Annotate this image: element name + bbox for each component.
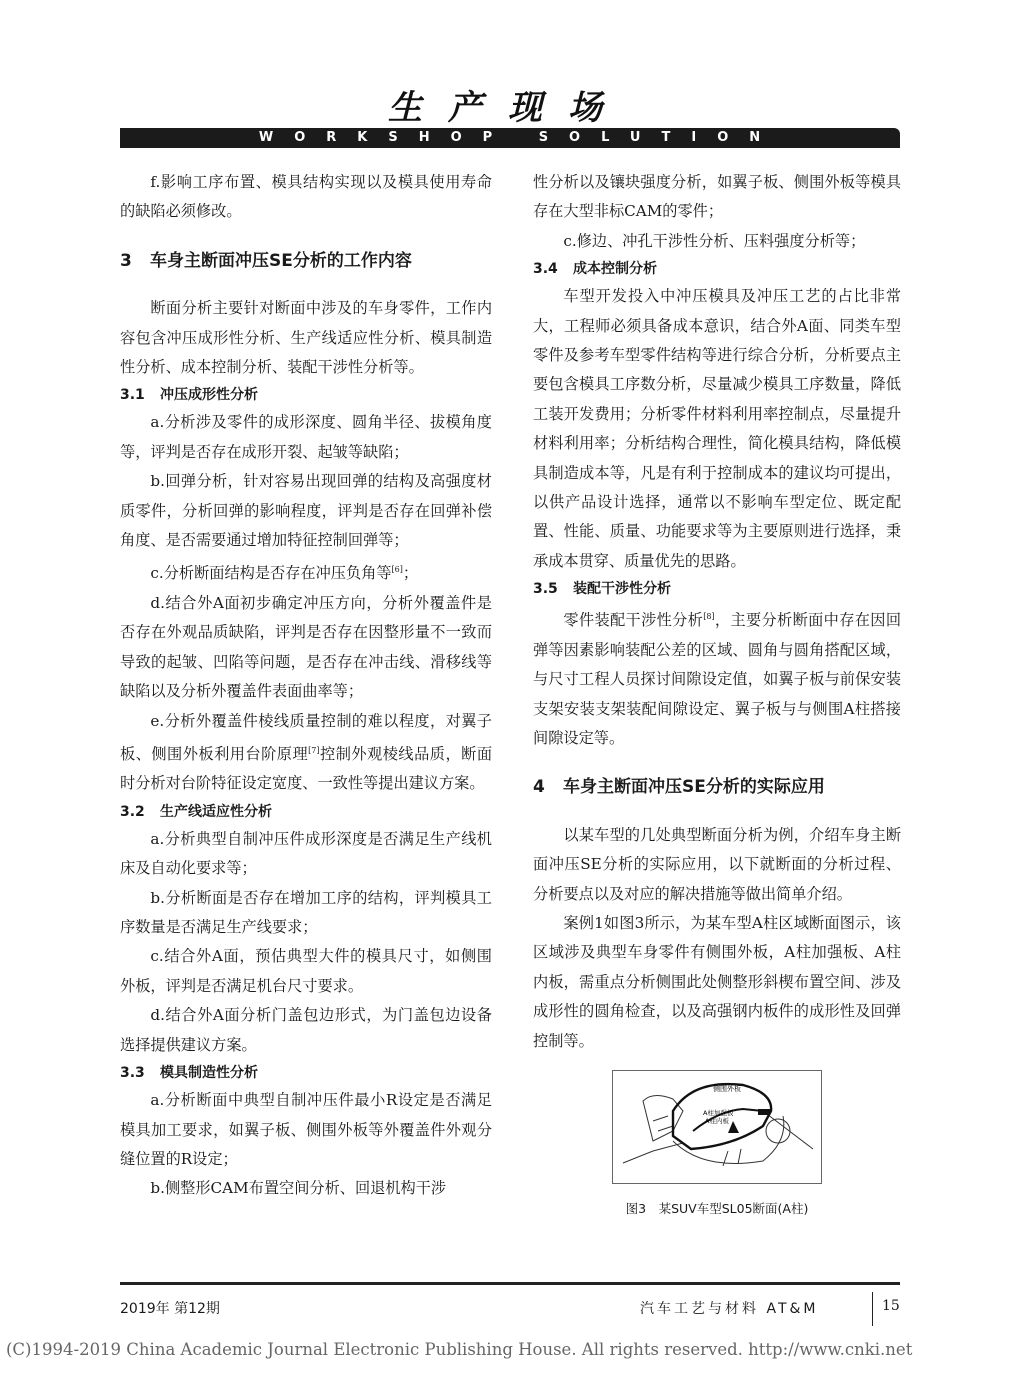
subsection-3-1-heading: [120, 382, 492, 408]
section-3-intro: 断面分析主要针对断面中涉及的车身零件，工作内容包含冲压成形性分析、生产线适应性分析、模具制造性分析、成本控制分析、装配干涉性分析等。: [120, 299, 492, 377]
section-3-number: 3: [120, 250, 132, 271]
item-3-1-c: [120, 555, 492, 588]
left-column: [120, 168, 492, 1204]
subsection-3-5-title: 装配干涉性分析: [573, 581, 671, 598]
item-3-2-b: b.分析断面是否存在增加工序的结构，评判模具工序数量是否满足生产线要求；: [120, 888, 492, 937]
figure-3-caption: 图3 某SUV车型SL05断面(A柱): [625, 1201, 809, 1217]
part-outline-left: [643, 1095, 683, 1141]
item-3-1-c-text: c.分析断面结构是否存在冲压负角等: [150, 564, 392, 583]
section-4-paragraph-1: 以某车型的几处典型断面分析为例，介绍车身主断面冲压SE分析的实际应用，以下就断面的分析过程、分析要点以及对应的解决措施等做出简单介绍。: [533, 825, 901, 903]
paragraph-f: f.影响工序布置、模具结构实现以及模具使用寿命的缺陷必须修改。: [120, 173, 492, 221]
section-4-title: 车身主断面冲压SE分析的实际应用: [563, 777, 825, 798]
subsection-3-2-heading: [120, 799, 492, 825]
footer-issue: 2019年 第12期: [120, 1301, 220, 1317]
right-column: [533, 168, 901, 1223]
subsection-3-3-heading: [120, 1060, 492, 1086]
item-3-2-c: c.结合外A面，预估典型大件的模具尺寸，如侧围外板，评判是否满足机台尺寸要求。: [120, 947, 492, 995]
item-3-1-a: a.分析涉及零件的成形深度、圆角半径、拔模角度等，评判是否存在成形开裂、起皱等缺陷；: [120, 413, 492, 461]
figure-label-a-pillar-reinforcement: A柱加强板: [703, 1109, 734, 1118]
section-line-right: [763, 1111, 813, 1149]
item-3-3-c: c.修边、冲孔干涉性分析、压料强度分析等；: [563, 231, 866, 250]
subsection-3-5-heading: [533, 576, 901, 602]
a-pillar-inner-mark: [728, 1121, 739, 1133]
figure-label-side-outer: 侧围外板: [713, 1085, 741, 1094]
subsection-3-4-heading: [533, 256, 901, 282]
subsection-3-2-title: 生产线适应性分析: [160, 803, 272, 820]
item-3-2-a: a.分析典型自制冲压件成形深度是否满足生产线机床及自动化要求等；: [120, 829, 492, 878]
subsection-3-3-title: 模具制造性分析: [160, 1065, 258, 1082]
footer-separator: [872, 1292, 873, 1326]
reference-7: [7]: [308, 745, 320, 755]
figure-3-cross-section: [612, 1070, 822, 1184]
item-3-1-e: [120, 707, 492, 799]
paragraph-3-5: [533, 602, 901, 753]
subsection-3-4-number: 3.4: [533, 261, 558, 278]
a-pillar-section-drawing: [613, 1071, 821, 1183]
paragraph-3-5-text-cont: ，主要分析断面中存在因回弹等因素影响装配公差的区域、圆角与圆角搭配区域，与尺寸工程人员探讨间隙设定值，如翼子板与前保安装支架安装支架装配间隙设定、翼子板与与侧围A柱搭接间隙设定等。: [533, 611, 902, 747]
item-3-1-d: d.结合外A面初步确定冲压方向，分析外覆盖件是否存在外观品质缺陷，评判是否存在因整形量不一致而导致的起皱、凹陷等问题，是否存在冲击线、滑移线等缺陷以及分析外覆盖件表面曲率等；: [120, 593, 492, 701]
item-3-1-b: b.回弹分析，针对容易出现回弹的结构及高强度材质零件，分析回弹的影响程度，评判是否存在回弹补偿角度、是否需要通过增加特征控制回弹等；: [120, 472, 492, 550]
section-4-number: 4: [533, 777, 545, 798]
paragraph-3-5-text: 零件装配干涉性分析: [563, 611, 704, 630]
reference-8: [8]: [703, 612, 715, 622]
figure-label-a-pillar-inner: A柱内板: [705, 1117, 729, 1126]
subsection-3-3-number: 3.3: [120, 1065, 145, 1082]
item-3-2-d: d.结合外A面分析门盖包边形式，为门盖包边设备选择提供建议方案。: [120, 1006, 492, 1054]
reference-6: [6]: [391, 565, 403, 575]
item-3-1-c-end: ；: [402, 564, 419, 583]
subsection-3-4-title: 成本控制分析: [573, 261, 657, 278]
item-3-3-b-continued: 性分析以及镶块强度分析，如翼子板、侧围外板等模具存在大型非标CAM的零件；: [533, 173, 901, 221]
section-3-heading: [120, 247, 492, 276]
page-number: 15: [882, 1298, 900, 1314]
section-line-left: [623, 1143, 683, 1163]
section-4-heading: [533, 773, 901, 802]
footer-rule: [120, 1282, 900, 1285]
section-header-title: 生产现场: [388, 88, 628, 128]
item-3-3-a: a.分析断面中典型自制冲压件最小R设定是否满足模具加工要求，如翼子板、侧围外板等外覆盖件外观分缝位置的R设定；: [120, 1091, 492, 1168]
section-3-title: 车身主断面冲压SE分析的工作内容: [150, 250, 412, 271]
subsection-3-5-number: 3.5: [533, 581, 558, 598]
section-4-paragraph-2: 案例1如图3所示，为某车型A柱区域断面图示，该区域涉及典型车身零件有侧围外板，A柱加强板、A柱内板，需重点分析侧围此处侧整形斜楔布置空间、涉及成形性的圆角检查，以及高强钢内板件的成形性及回弹控制等。: [533, 914, 901, 1050]
item-3-1-e-text: e.分析外覆盖件棱线质量控制的难以程度，对翼子板、侧围外板利用台阶原理: [120, 711, 492, 764]
subsection-3-1-number: 3.1: [120, 387, 145, 404]
subsection-3-2-number: 3.2: [120, 803, 145, 820]
item-3-3-b: b.侧整形CAM布置空间分析、回退机构干涉: [150, 1179, 447, 1198]
paragraph-3-4: 车型开发投入中冲压模具及冲压工艺的占比非常大，工程师必须具备成本意识，结合外A面、同类车型零件及参考车型零件结构等进行综合分析，分析要点主要包含模具工序数分析，尽量减少模具工序数量，降低工装开发费用；分析零件材料利用率控制点，尽量提升材料利用率；分析结构合理性，简化模具结构，降低模具制造成本等，凡是有利于控制成本的建议均可提出，以供产品设计选择，通常以不影响车型定位、既定配置、性能、质量、功能要求等为主要原则进行选择，秉承成本贯穿、质量优先的思路。: [533, 287, 901, 570]
section-header-bar: [120, 128, 900, 148]
item-3-1-e-text-cont: 控制外观棱线品质，断面时分析对台阶特征设定宽度、一致性等提出建议方案。: [120, 745, 493, 793]
subsection-3-1-title: 冲压成形性分析: [160, 387, 258, 404]
copyright-notice: (C)1994-2019 China Academic Journal Electronic Publishing House. All rights reserved. http://www.cnki.net: [6, 1340, 913, 1359]
section-header-subtitle: WORKSHOP SOLUTION: [258, 130, 782, 145]
footer-journal-name: 汽车工艺与材料 AT&M: [640, 1301, 819, 1317]
flange-mark: [758, 1109, 770, 1115]
